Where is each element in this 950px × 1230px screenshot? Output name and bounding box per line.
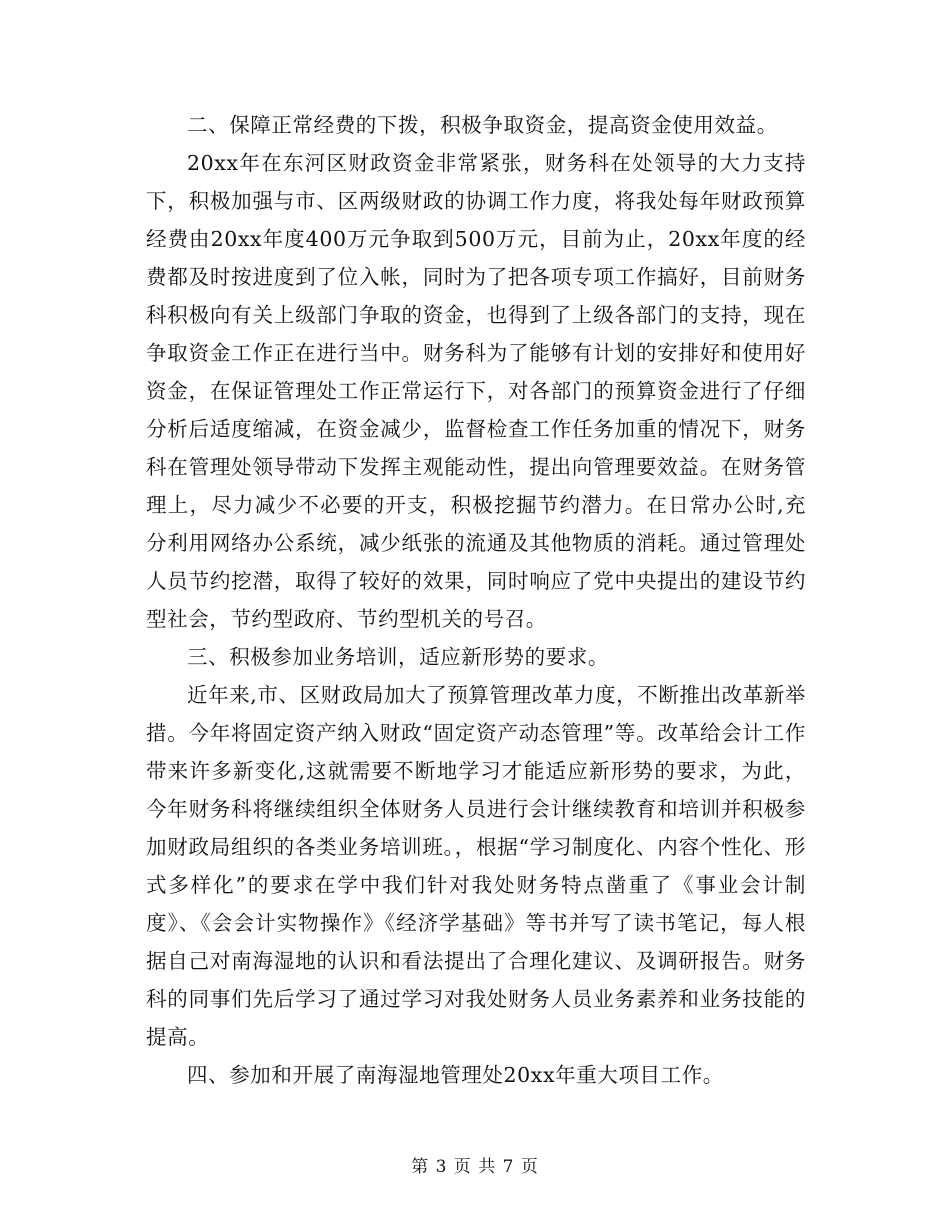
document-body bbox=[146, 106, 806, 1094]
paragraph-training: 近年来,市、区财政局加大了预算管理改革力度，不断推出改革新举措。今年将固定资产纳入财政“固定资产动态管理”等。改革给会计工作带来许多新变化,这就需要不断地学习才能适应新形势的要求，为此，今年财务科将继续组织全体财务人员进行会计继续教育和培训并积极参加财政局组织的各类业务培训班。，根据“学习制度化、内容个性化、形式多样化”的要求在学中我们针对我处财务特点凿重了《事业会计制度》、《会会计实物操作》《经济学基础》等书并写了读书笔记，每人根据自己对南海湿地的认识和看法提出了合理化建议、及调研报告。财务科的同事们先后学习了通过学习对我处财务人员业务素养和业务技能的提高。 bbox=[146, 683, 807, 1049]
paragraph-funding: 20xx年在东河区财政资金非常紧张，财务科在处领导的大力支持下，积极加强与市、区两级财政的协调工作力度，将我处每年财政预算经费由20xx年度400万元争取到500万元，目前为止，20xx年度的经费都及时按进度到了位入帐，同时为了把各项专项工作搞好，目前财务科积极向有关上级部门争取的资金，也得到了上级各部门的支持，现在争取资金工作正在进行当中。财务科为了能够有计划的安排好和使用好资金，在保证管理处工作正常运行下，对各部门的预算资金进行了仔细分析后适度缩减，在资金减少，监督检查工作任务加重的情况下，财务科在管理处领导带动下发挥主观能动性，提出向管理要效益。在财务管理上，尽力减少不必要的开支，积极挖掘节约潜力。在日常办公时,充分利用网络办公系统，减少纸张的流通及其他物质的消耗。通过管理处人员节约挖潜，取得了较好的效果，同时响应了党中央提出的建设节约型社会，节约型政府、节约型机关的号召。 bbox=[146, 151, 806, 631]
section-heading-3: 三、积极参加业务培训，适应新形势的要求。 bbox=[187, 645, 609, 669]
page-number-footer: 第 3 页 共 7 页 bbox=[411, 1157, 539, 1177]
section-heading-2: 二、保障正常经费的下拨，积极争取资金，提高资金使用效益。 bbox=[187, 113, 778, 137]
section-heading-4: 四、参加和开展了南海湿地管理处20xx年重大项目工作。 bbox=[187, 1063, 724, 1087]
